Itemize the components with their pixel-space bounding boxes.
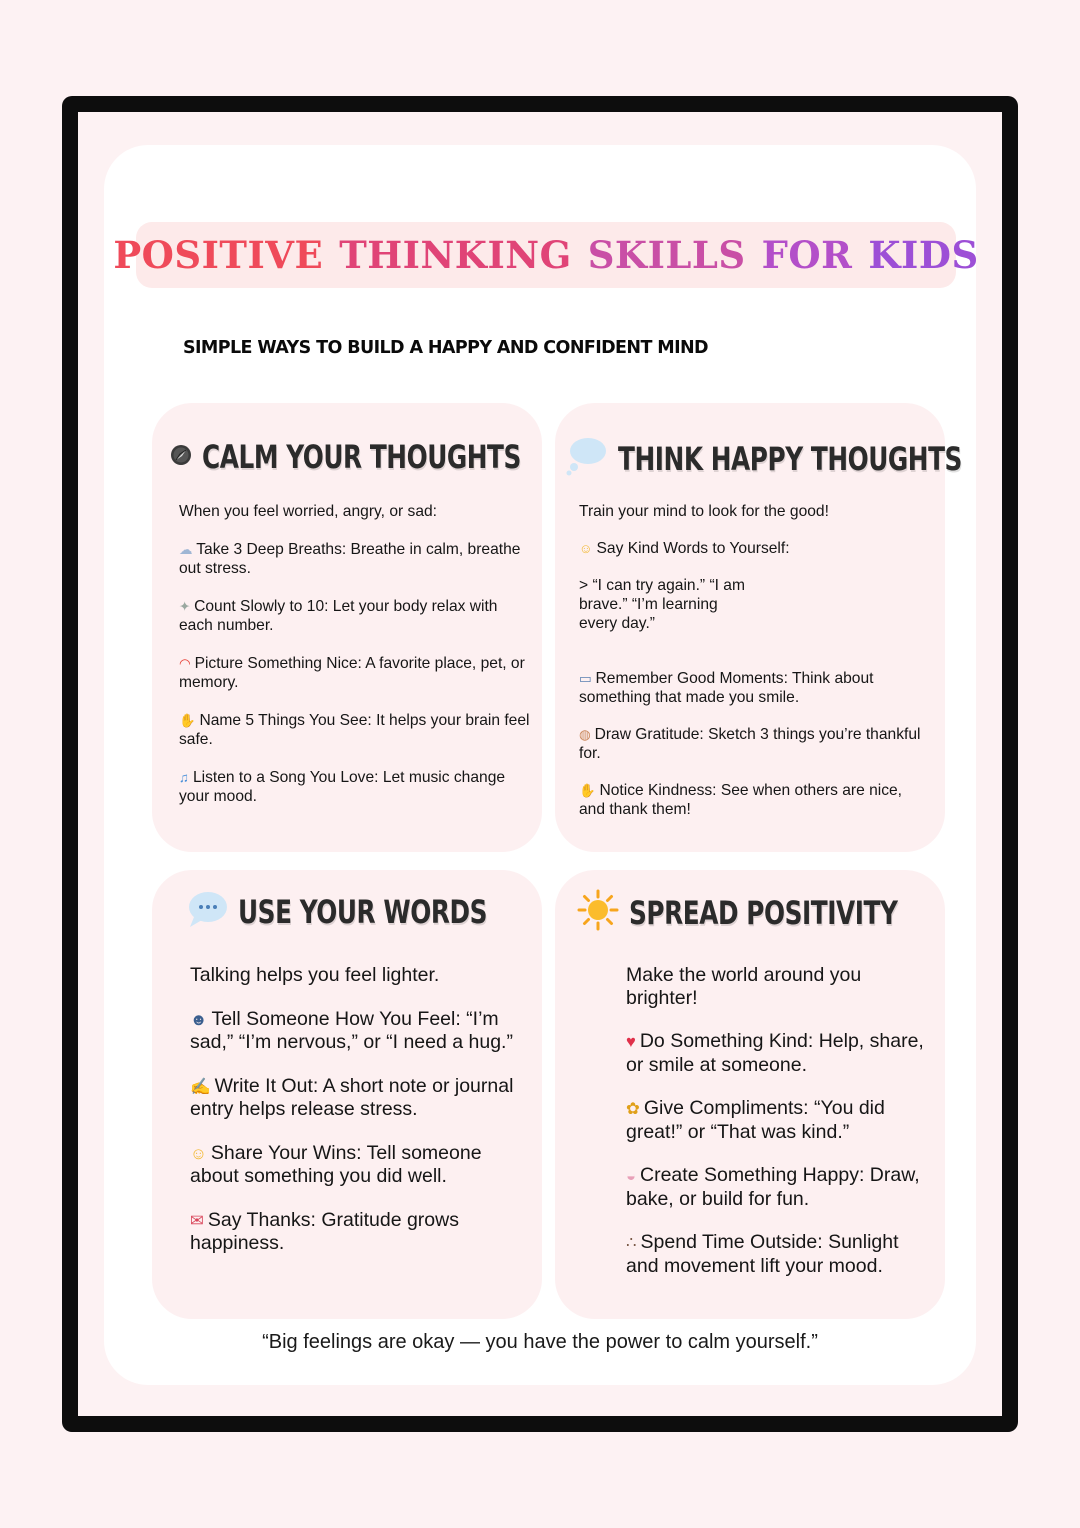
thought-bubble-icon: [566, 436, 608, 481]
compass-icon: [170, 444, 192, 471]
card-words-intro: Talking helps you feel lighter.: [190, 964, 440, 986]
card-spread-title: SPREAD POSITIVITY: [629, 893, 898, 932]
card-words-title: USE YOUR WORDS: [238, 892, 488, 931]
card-happy-title: THINK HAPPY THOUGHTS: [618, 439, 962, 478]
book-icon: ▭: [579, 671, 592, 686]
card-spread-header: [577, 889, 941, 936]
card-words-header: [186, 889, 528, 934]
list-item: ✉ Say Thanks: Gratitude grows happiness.: [190, 1208, 459, 1254]
title-word-3: SKILLS: [587, 233, 746, 277]
heart-icon: ♥: [626, 1032, 636, 1051]
list-item: ☁ Take 3 Deep Breaths: Breathe in calm, breathe out stress.: [179, 541, 521, 577]
writing-hand-icon: ✍: [190, 1076, 211, 1096]
speaking-head-icon: ☻: [190, 1009, 208, 1029]
title-word-2: THINKING: [339, 233, 572, 277]
rainbow-icon: ◠: [179, 656, 191, 671]
card-calm-header: [170, 438, 573, 476]
list-item: ✿ Give Compliments: “You did great!” or “That was kind.”: [626, 1097, 885, 1143]
title-word-5: KIDS: [868, 233, 979, 277]
card-happy-body: [579, 502, 924, 819]
list-item: ♥ Do Something Kind: Help, share, or smile at someone.: [626, 1030, 924, 1076]
list-item: ✋ Name 5 Things You See: It helps your brain feel safe.: [179, 712, 530, 748]
smile-icon: ☺: [579, 541, 593, 556]
list-item: > “I can try again.” “I am brave.” “I’m learning every day.”: [579, 577, 745, 632]
cupcake-icon: ◒: [626, 1166, 637, 1185]
card-words-body: [190, 964, 535, 1255]
list-item: ∴ Spend Time Outside: Sunlight and movement lift your mood.: [626, 1231, 899, 1277]
list-item: ◍ Draw Gratitude: Sketch 3 things you’re thankful for.: [579, 726, 921, 762]
list-item: ▭ Remember Good Moments: Think about something that made you smile.: [579, 670, 874, 706]
title-word-1: POSITIVE: [113, 233, 324, 277]
list-item: ☻ Tell Someone How You Feel: “I’m sad,” “I’m nervous,” or “I need a hug.”: [190, 1007, 513, 1053]
sun-icon: [577, 889, 619, 936]
list-item: ◒ Create Something Happy: Draw, bake, or build for fun.: [626, 1164, 920, 1210]
dove-icon: ✦: [179, 599, 191, 614]
music-note-icon: ♫: [179, 770, 189, 785]
card-calm-intro: When you feel worried, angry, or sad:: [179, 503, 437, 520]
paw-prints-icon: ∴: [626, 1233, 637, 1252]
card-calm-title: CALM YOUR THOUGHTS: [202, 438, 521, 476]
card-happy-header: [566, 436, 1018, 481]
footer-quote: “Big feelings are okay — you have the power to calm yourself.”: [262, 1331, 818, 1353]
card-calm-body: [179, 502, 534, 806]
hugging-face-icon: ☺: [190, 1143, 207, 1163]
subtitle: SIMPLE WAYS TO BUILD A HAPPY AND CONFIDENT MIND: [183, 338, 708, 358]
card-happy-intro: Train your mind to look for the good!: [579, 503, 829, 520]
list-item: ♫ Listen to a Song You Love: Let music change your mood.: [179, 769, 506, 805]
handshake-icon: ✋: [579, 783, 596, 798]
love-letter-icon: ✉: [190, 1210, 204, 1230]
card-spread-body: [626, 964, 926, 1277]
title-word-4: FOR: [761, 233, 853, 277]
list-item: ✍ Write It Out: A short note or journal entry helps release stress.: [190, 1074, 514, 1120]
palette-icon: ◍: [579, 727, 591, 742]
wind-icon: ☁: [179, 542, 193, 557]
speech-bubble-icon: [186, 889, 228, 934]
sunflower-icon: ✿: [626, 1099, 640, 1118]
title-banner: [113, 222, 979, 288]
list-item: ☺ Say Kind Words to Yourself:: [579, 540, 790, 557]
list-item: ☺ Share Your Wins: Tell someone about something you did well.: [190, 1141, 482, 1187]
list-item: ✋ Notice Kindness: See when others are nice, and thank them!: [579, 782, 903, 818]
list-item: ◠ Picture Something Nice: A favorite place, pet, or memory.: [179, 655, 525, 691]
list-item: ✦ Count Slowly to 10: Let your body relax with each number.: [179, 598, 498, 634]
card-spread-intro: Make the world around you brighter!: [626, 964, 862, 1009]
hand-icon: ✋: [179, 713, 196, 728]
